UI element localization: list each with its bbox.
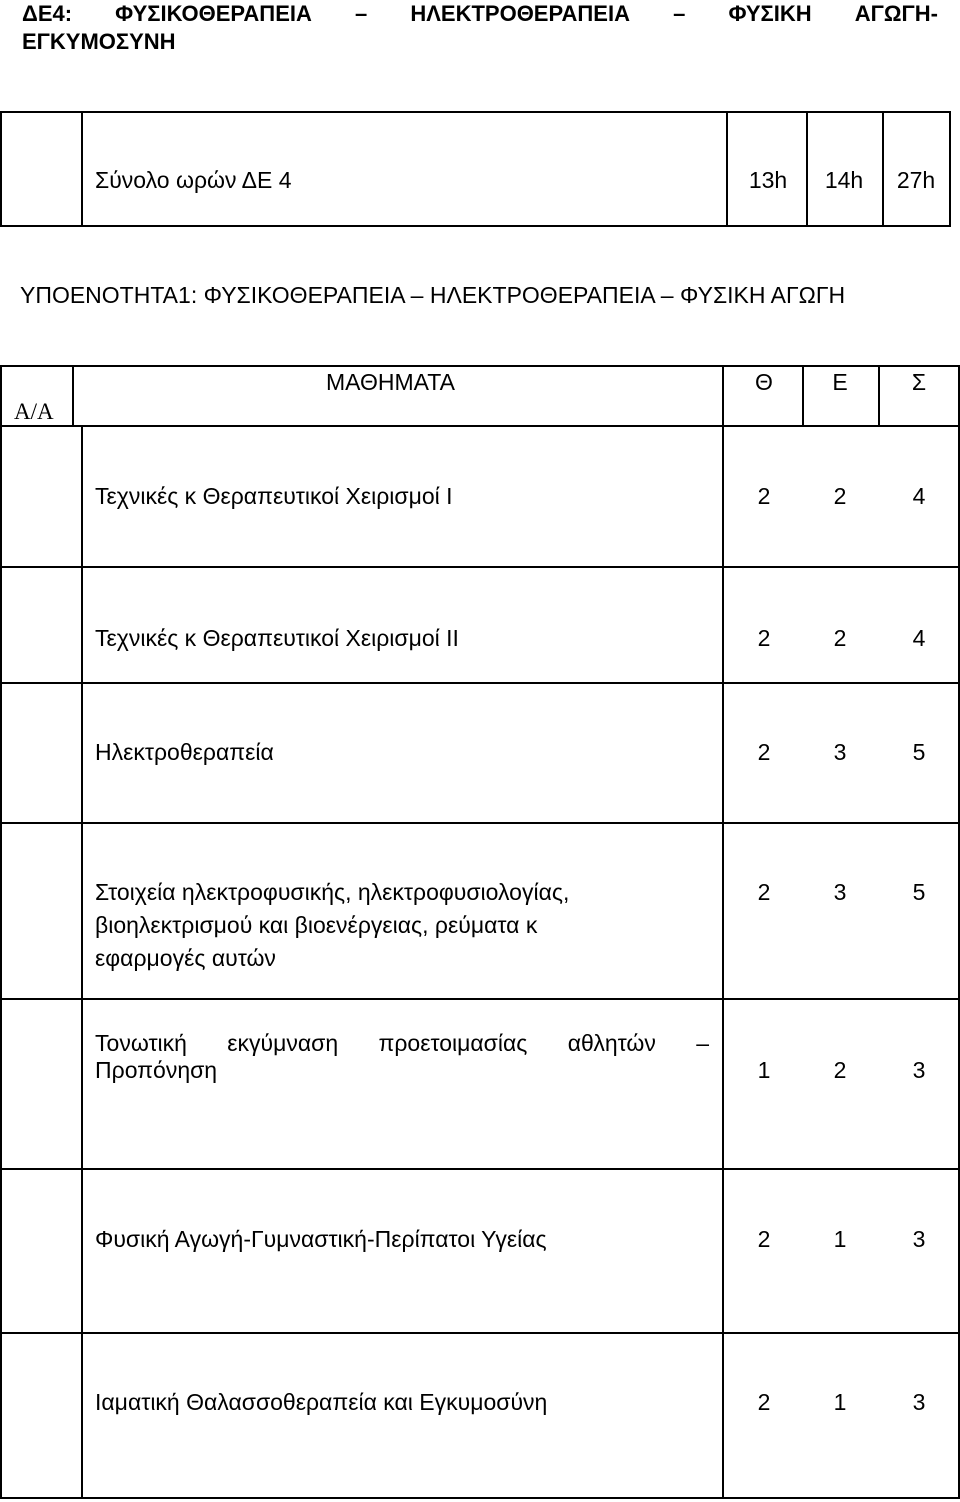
- table-border: [802, 365, 804, 427]
- summary-border: [81, 111, 83, 227]
- summary-bottom-border: [0, 225, 951, 227]
- course-name: Ιαματική Θαλασσοθεραπεία και Εγκυμοσύνη: [95, 1389, 548, 1415]
- title-part: –: [673, 1, 686, 26]
- hours-lab: 3: [833, 739, 847, 765]
- title-part: ΑΓΩΓΗ-: [854, 1, 938, 26]
- course-name: Τεχνικές κ Θεραπευτικοί Χειρισμοί ΙΙ: [95, 625, 459, 651]
- table-border: [0, 682, 960, 684]
- title-part: ΦΥΣΙΚΗ: [728, 1, 812, 26]
- hours-theory: 2: [757, 625, 771, 651]
- hours-lab: 2: [833, 483, 847, 509]
- course-name-line: Στοιχεία ηλεκτροφυσικής, ηλεκτροφυσιολογίας,: [95, 879, 570, 905]
- course-name-line: βιοηλεκτρισμού και βιοενέργειας, ρεύματα κ: [95, 912, 538, 938]
- summary-theory: 13h: [748, 167, 788, 193]
- course-name-line: Τονωτική εκγύμναση προετοιμασίας αθλητών –: [95, 1030, 709, 1056]
- table-border: [0, 822, 960, 824]
- hours-total: 5: [912, 739, 926, 765]
- hours-lab: 3: [833, 879, 847, 905]
- subunit-title: ΥΠΟΕΝΟΤΗΤΑ1: ΦΥΣΙΚΟΘΕΡΑΠΕΙΑ – ΗΛΕΚΤΡΟΘΕΡΑΠΕΙΑ – ΦΥΣΙΚΗ ΑΓΩΓΗ: [20, 282, 846, 308]
- table-border: [0, 365, 960, 367]
- hours-total: 3: [912, 1389, 926, 1415]
- title-part: ΦΥΣΙΚΟΘΕΡΑΠΕΙΑ: [115, 1, 312, 26]
- summary-border: [949, 111, 951, 227]
- hours-total: 4: [912, 483, 926, 509]
- title-part: ΔΕ4:: [22, 1, 73, 26]
- header-theta: Θ: [755, 369, 773, 395]
- hours-theory: 2: [757, 1389, 771, 1415]
- title-line-2: ΕΓΚΥΜΟΣΥΝΗ: [22, 29, 176, 54]
- title-part: ΗΛΕΚΤΡΟΘΕΡΑΠΕΙΑ: [410, 1, 630, 26]
- header-aa: Α/Α: [14, 399, 54, 424]
- summary-label: Σύνολο ωρών ΔΕ 4: [95, 167, 292, 193]
- summary-total: 27h: [896, 167, 936, 193]
- table-border: [0, 1168, 960, 1170]
- hours-total: 3: [912, 1057, 926, 1083]
- hours-theory: 1: [757, 1057, 771, 1083]
- table-border: [0, 998, 960, 1000]
- course-name-line: Προπόνηση: [95, 1057, 218, 1083]
- summary-border: [726, 111, 728, 227]
- summary-border: [806, 111, 808, 227]
- table-border: [0, 425, 960, 427]
- course-name-line: εφαρμογές αυτών: [95, 945, 276, 971]
- hours-lab: 1: [833, 1389, 847, 1415]
- hours-theory: 2: [757, 483, 771, 509]
- table-border: [722, 365, 724, 1499]
- header-epsilon: Ε: [832, 369, 848, 395]
- hours-lab: 2: [833, 625, 847, 651]
- table-border: [878, 365, 880, 427]
- table-border: [0, 566, 960, 568]
- hours-theory: 2: [757, 739, 771, 765]
- table-border: [0, 1497, 960, 1499]
- course-name: Φυσική Αγωγή-Γυμναστική-Περίπατοι Υγείας: [95, 1226, 547, 1252]
- hours-lab: 1: [833, 1226, 847, 1252]
- hours-theory: 2: [757, 879, 771, 905]
- hours-lab: 2: [833, 1057, 847, 1083]
- summary-top-border: [0, 111, 951, 113]
- hours-total: 5: [912, 879, 926, 905]
- hours-total: 4: [912, 625, 926, 651]
- header-courses: ΜΑΘΗΜΑΤΑ: [326, 369, 455, 395]
- header-sigma: Σ: [911, 369, 927, 395]
- summary-border: [0, 111, 2, 227]
- title-part: –: [354, 1, 368, 26]
- table-border: [81, 425, 83, 1499]
- document-title: [22, 0, 938, 56]
- table-border: [72, 365, 74, 427]
- course-name: Τεχνικές κ Θεραπευτικοί Χειρισμοί Ι: [95, 483, 453, 509]
- table-border: [0, 1332, 960, 1334]
- hours-theory: 2: [757, 1226, 771, 1252]
- course-name: Ηλεκτροθεραπεία: [95, 739, 274, 765]
- table-border: [0, 365, 2, 1499]
- hours-total: 3: [912, 1226, 926, 1252]
- summary-lab: 14h: [824, 167, 864, 193]
- summary-border: [882, 111, 884, 227]
